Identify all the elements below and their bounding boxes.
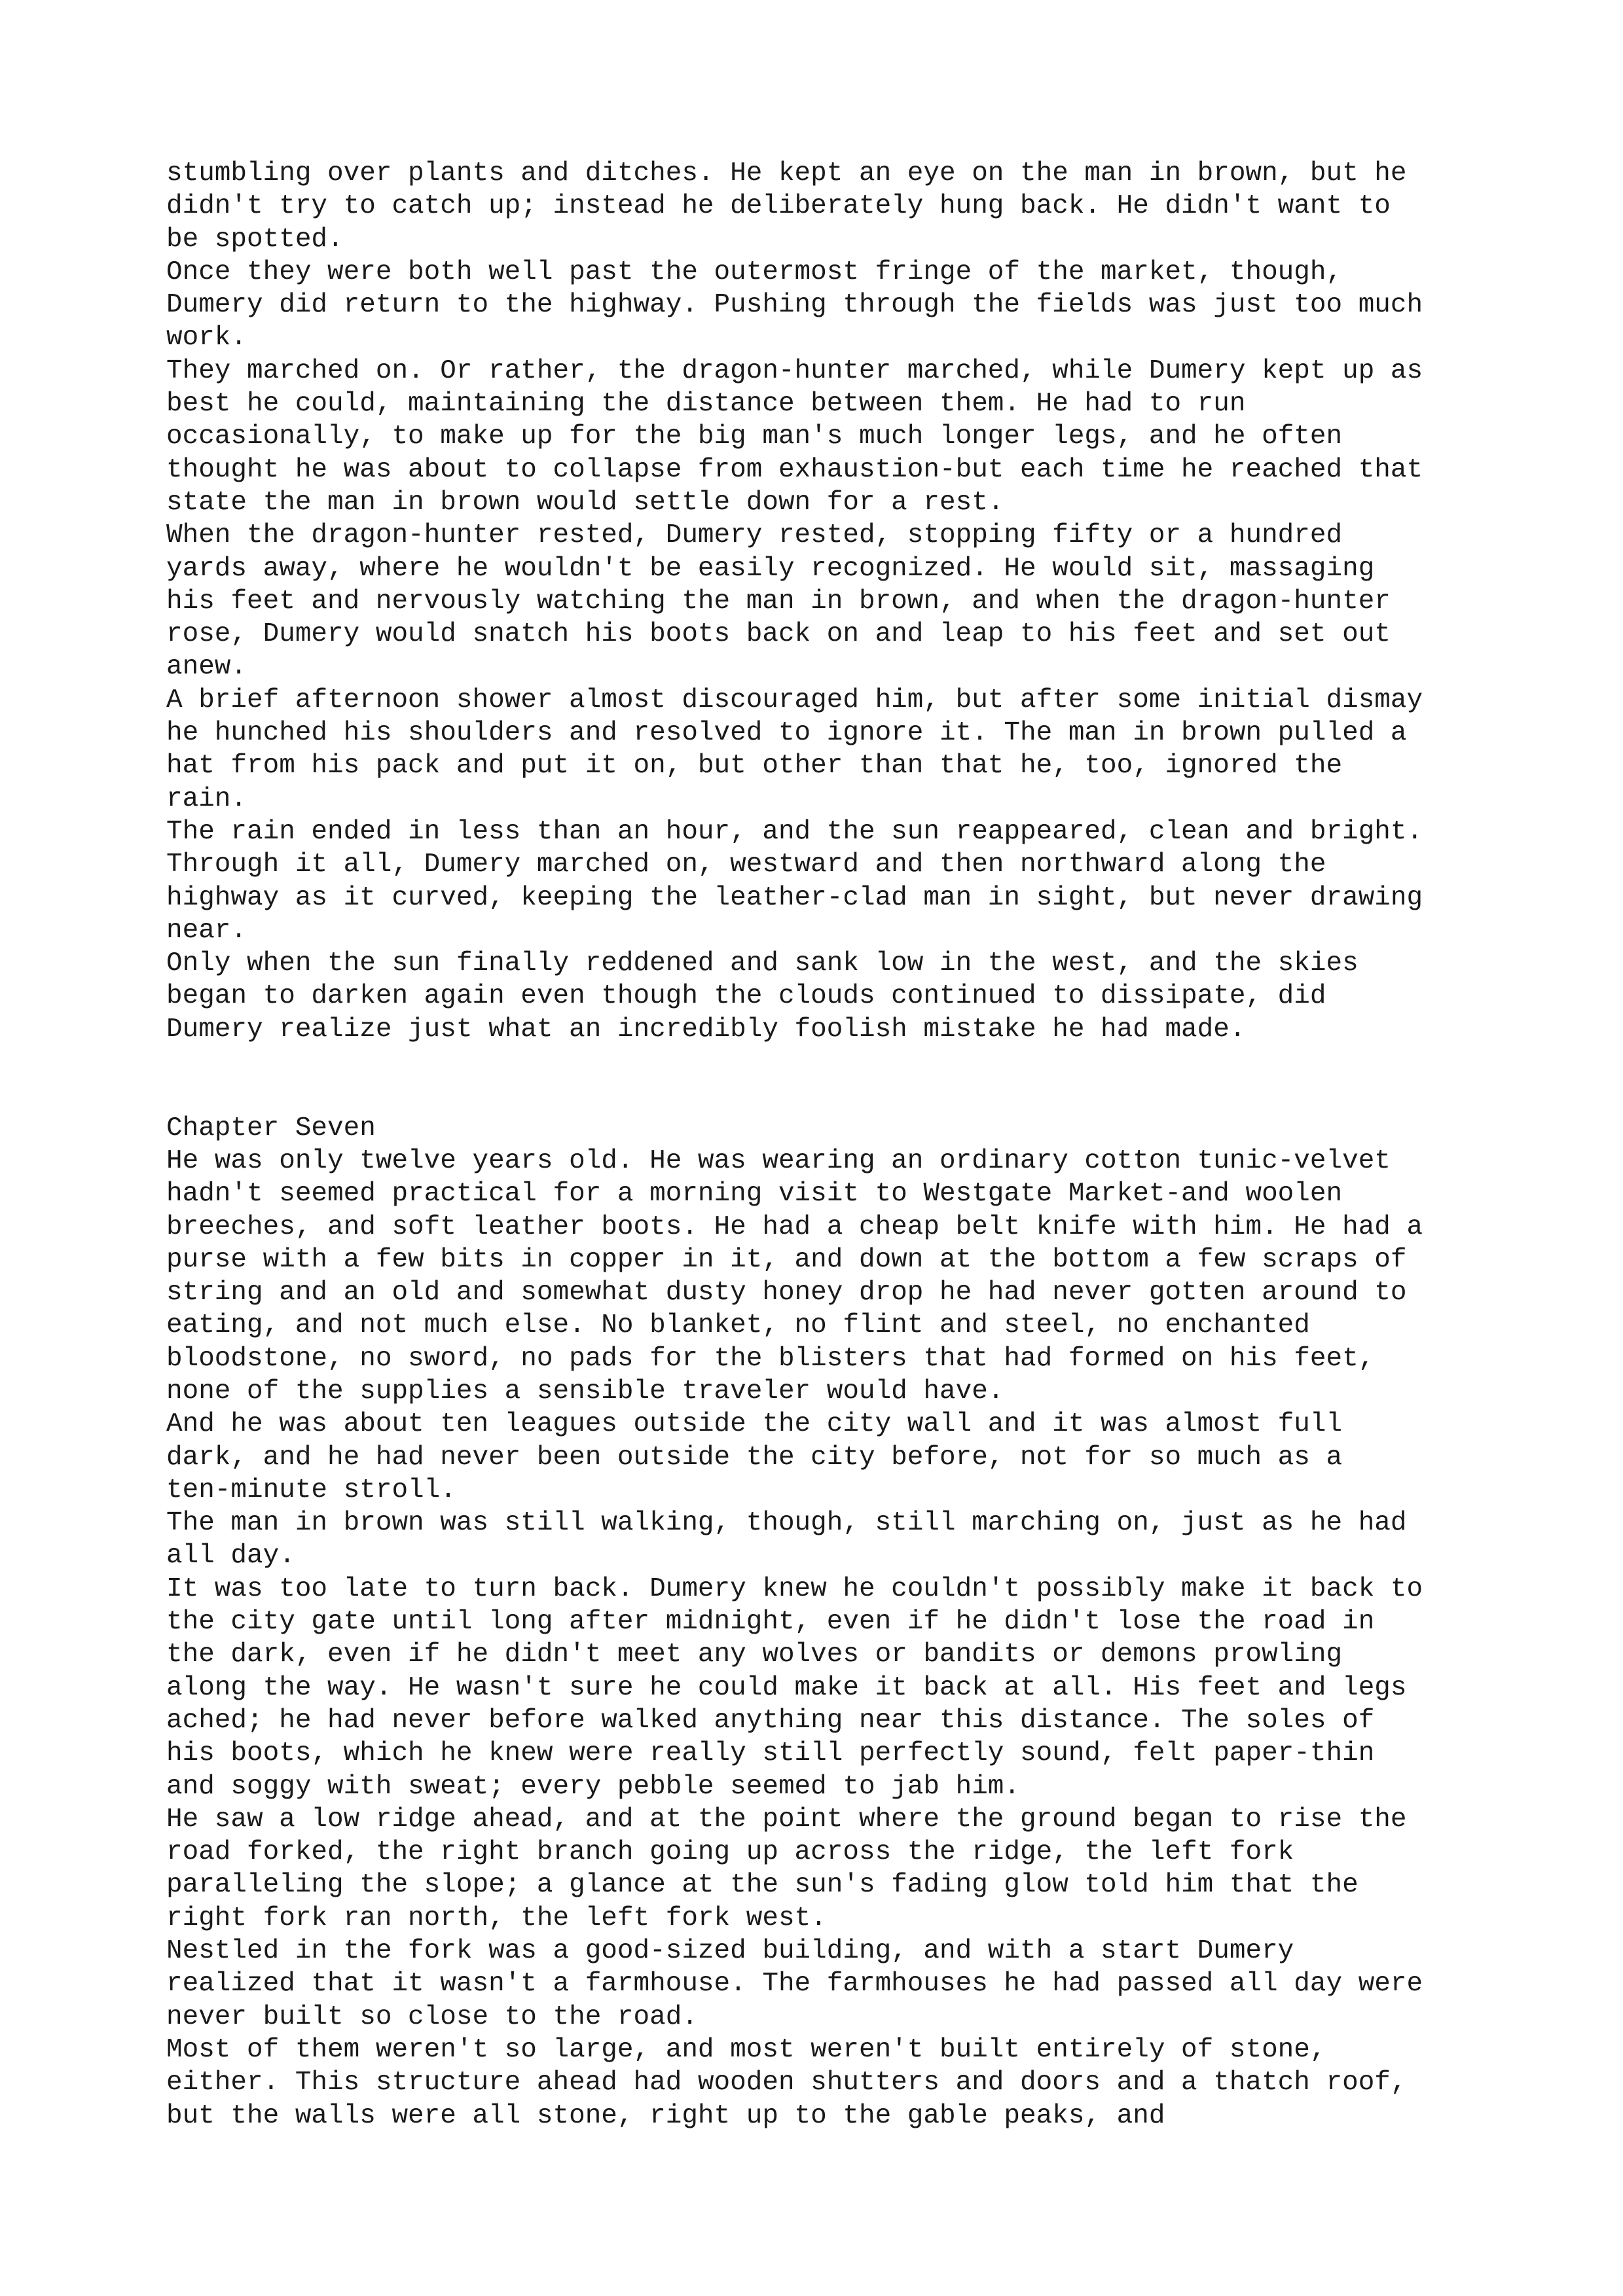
paragraph: stumbling over plants and ditches. He kept an eye on the man in brown, but he didn't try to catch up; instead he deliberately hung back. He didn't want to be spotted. bbox=[166, 158, 1407, 255]
paragraph: Nestled in the fork was a good-sized building, and with a start Dumery realized that it wasn't a farmhouse. The farmhouses he had passed all day were never built so close to the road. bbox=[166, 1936, 1423, 2032]
paragraph: Most of them weren't so large, and most weren't built entirely of stone, either. This structure ahead had wooden shutters and doors and a thatch roof, but the walls were all stone, right up to the gable peaks, and bbox=[166, 2034, 1407, 2131]
paragraph: It was too late to turn back. Dumery knew he couldn't possibly make it back to the city gate until long after midnight, even if he didn't lose the road in the dark, even if he didn't meet any wolves or bandits or demons prowling along the way. He wasn't sure he could make it back at all. His feet and legs ached; he had never before walked anything near this distance. The soles of his boots, which he knew were really still perfectly sound, felt paper-thin and soggy with sweat; every pebble seemed to jab him. bbox=[166, 1573, 1423, 1802]
paragraph: The rain ended in less than an hour, and the sun reappeared, clean and bright. Through it all, Dumery marched on, westward and then northward along the highway as it curved, keeping the leather-clad man in sight, but never drawing near. bbox=[166, 816, 1423, 946]
paragraph: Only when the sun finally reddened and sank low in the west, and the skies began to darken again even though the clouds continued to dissipate, did Dumery realize just what an incredibly foolish mistake he had made. bbox=[166, 948, 1359, 1045]
paragraph: When the dragon-hunter rested, Dumery rested, stopping fifty or a hundred yards away, where he wouldn't be easily recognized. He would sit, massaging his feet and nervously watching the man in brown, and when the dragon-hunter rose, Dumery would snatch his boots back on and leap to his feet and set out anew. bbox=[166, 520, 1391, 683]
paragraph: They marched on. Or rather, the dragon-hunter marched, while Dumery kept up as best he could, maintaining the distance between them. He had to run occasionally, to make up for the big man's much longer legs, and he often thought he was about to collapse from exhaustion-but each time he reached that state the man in brown would settle down for a rest. bbox=[166, 355, 1423, 518]
paragraph: A brief afternoon shower almost discouraged him, but after some initial dismay he hunched his shoulders and resolved to ignore it. The man in brown pulled a hat from his pack and put it on, but other than that he, too, ignored the rain. bbox=[166, 685, 1423, 814]
paragraph: He was only twelve years old. He was wearing an ordinary cotton tunic-velvet hadn't seemed practical for a morning visit to Westgate Market-and woolen breeches, and soft leather boots. He had a cheap belt knife with him. He had a purse with a few bits in copper in it, and down at the bottom a few scraps of string and an old and somewhat dusty honey drop he had never gotten around to eating, and not much else. No blanket, no flint and steel, no enchanted bloodstone, no sword, no pads for the blisters that had formed on his feet, none of the supplies a sensible traveler would have. bbox=[166, 1145, 1423, 1407]
document-page bbox=[166, 157, 1476, 2132]
paragraph: The man in brown was still walking, though, still marching on, just as he had all day. bbox=[166, 1508, 1407, 1571]
paragraph: And he was about ten leagues outside the city wall and it was almost full dark, and he had never been outside the city before, not for so much as a ten-minute stroll. bbox=[166, 1409, 1343, 1505]
paragraph: He saw a low ridge ahead, and at the point where the ground began to rise the road forked, the right branch going up across the ridge, the left fork paralleling the slope; a glance at the sun's fading glow told him that the right fork ran north, the left fork west. bbox=[166, 1804, 1407, 1933]
paragraph: Once they were both well past the outermost fringe of the market, though, Dumery did return to the highway. Pushing through the fields was just too much work. bbox=[166, 257, 1423, 353]
chapter-title: Chapter Seven bbox=[166, 1113, 376, 1143]
section-gap bbox=[166, 1046, 1476, 1112]
